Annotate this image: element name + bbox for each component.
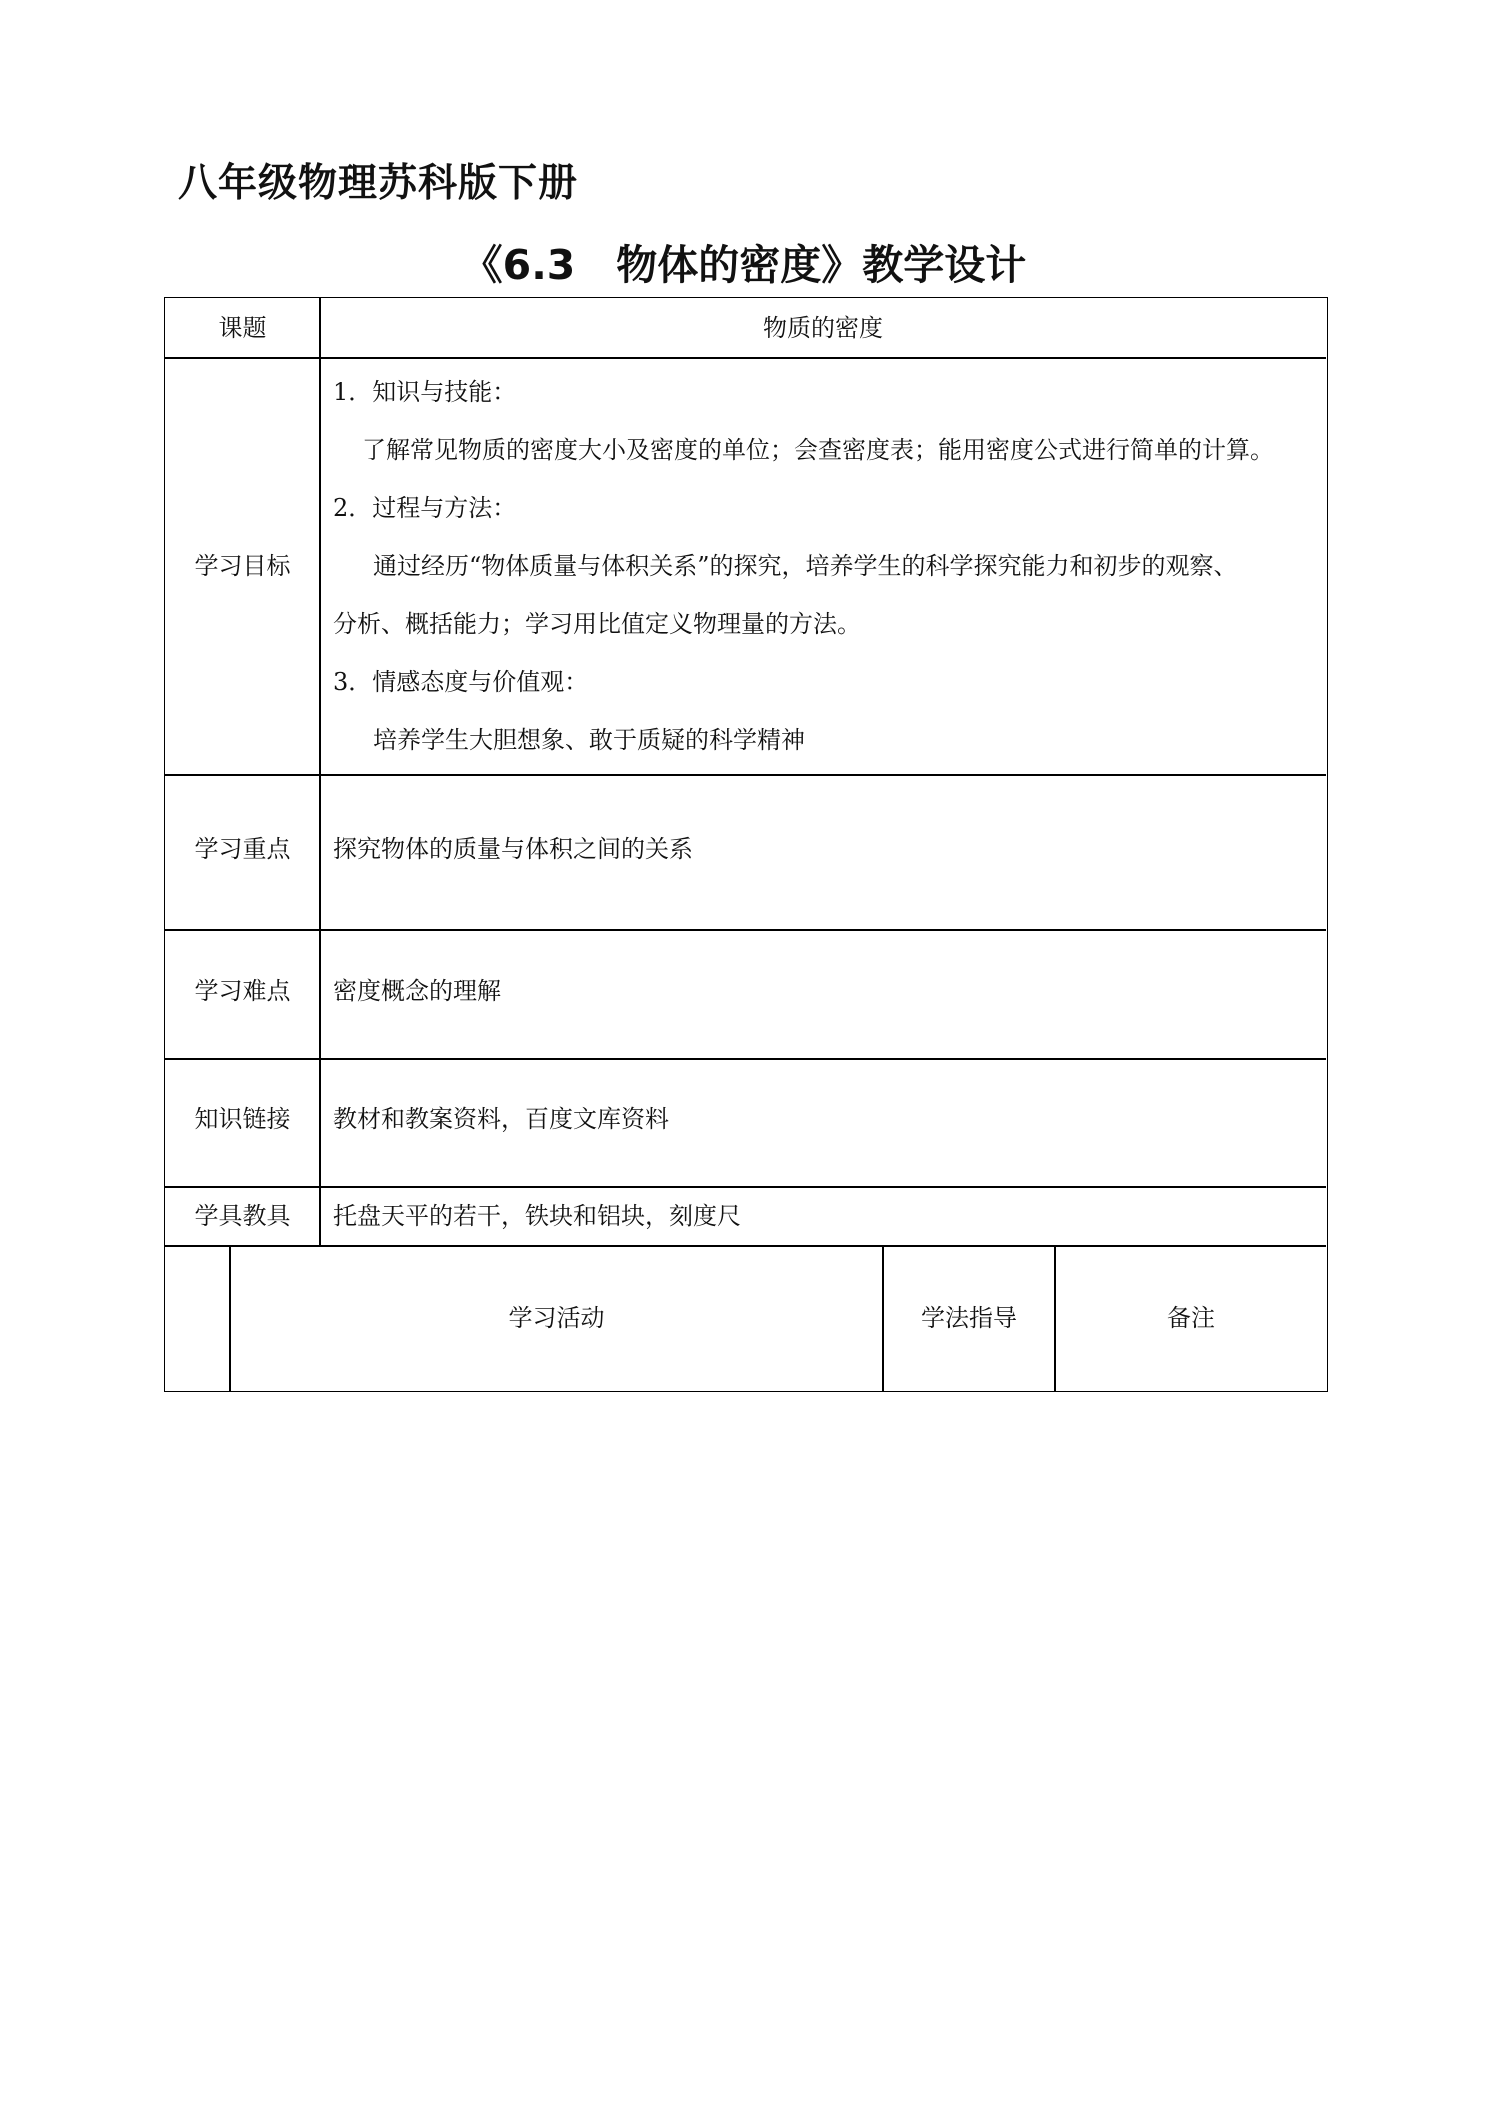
objectives-line: 了解常见物质的密度大小及密度的单位；会查密度表；能用密度公式进行简单的计算。 [362, 436, 1274, 464]
notes-header: 备注 [1167, 1304, 1215, 1332]
resources-label: 知识链接 [194, 1105, 291, 1133]
row-divider [165, 774, 1326, 776]
row-divider [165, 1245, 1326, 1247]
objectives-line: 分析、概括能力；学习用比值定义物理量的方法。 [333, 610, 861, 638]
objectives-line: 培养学生大胆想象、敢于质疑的科学精神 [373, 726, 805, 754]
row-divider [165, 929, 1326, 931]
topic-value: 物质的密度 [763, 314, 883, 342]
difficulties-label: 学习难点 [194, 977, 291, 1005]
row-divider [165, 1058, 1326, 1060]
key-points-label: 学习重点 [194, 835, 291, 863]
objectives-line: 3．情感态度与价值观： [333, 668, 589, 696]
objectives-line: 1．知识与技能： [333, 378, 517, 406]
activity-header: 学习活动 [508, 1304, 605, 1332]
lesson-plan-table [164, 297, 1328, 1392]
document-title: 《6.3 物体的密度》教学设计 [461, 241, 1027, 289]
row-divider [165, 357, 1326, 359]
objectives-line: 通过经历“物体质量与体积关系”的探究，培养学生的科学探究能力和初步的观察、 [373, 552, 1238, 580]
topic-label: 课题 [218, 314, 267, 342]
guidance-header: 学法指导 [921, 1304, 1017, 1332]
objectives-label: 学习目标 [194, 552, 291, 580]
row-divider [165, 1186, 1326, 1188]
objectives-line: 2．过程与方法： [333, 494, 517, 522]
subject-heading: 八年级物理苏科版下册 [178, 161, 579, 206]
tools-value: 托盘天平的若干，铁块和铝块，刻度尺 [333, 1202, 741, 1230]
key-points-value: 探究物体的质量与体积之间的关系 [333, 835, 693, 863]
difficulties-value: 密度概念的理解 [333, 977, 501, 1005]
tools-label: 学具教具 [194, 1202, 291, 1230]
resources-value: 教材和教案资料，百度文库资料 [333, 1105, 669, 1133]
